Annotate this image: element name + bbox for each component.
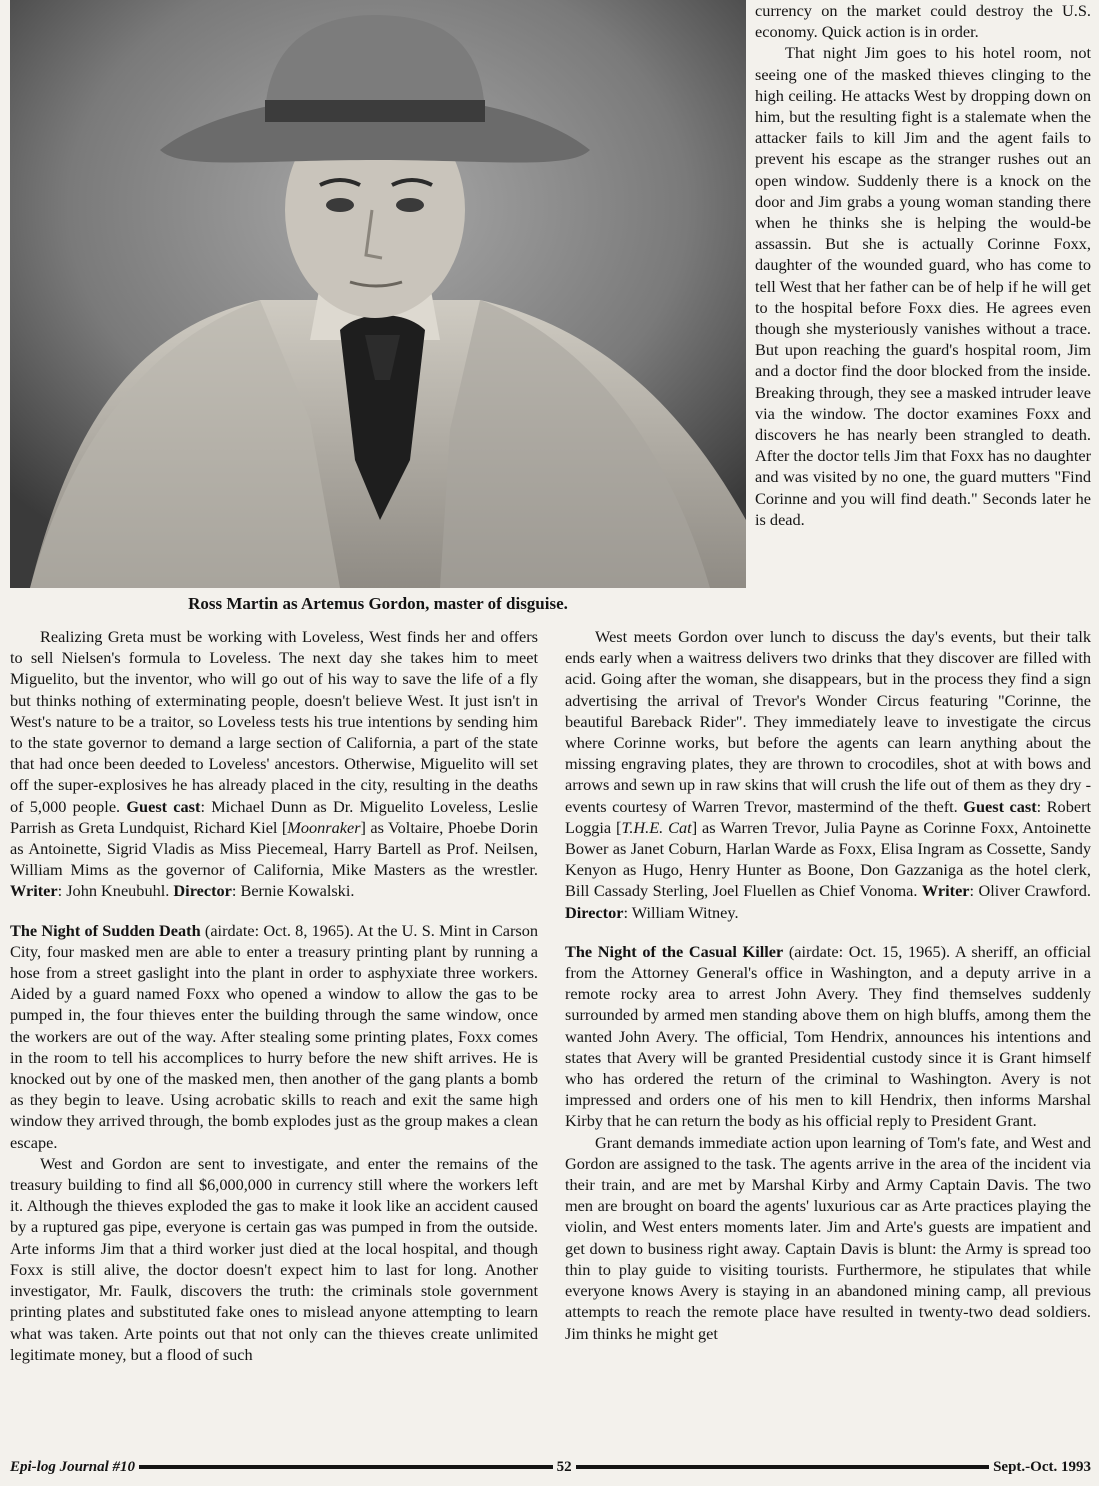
photo-caption: Ross Martin as Artemus Gordon, master of disguise. (188, 594, 568, 613)
portrait-photo (10, 0, 746, 588)
right-column (565, 626, 1091, 1344)
episode-title: The Night of Sudden Death (10, 920, 201, 940)
writer-label: Writer (921, 881, 970, 901)
paragraph: currency on the market could destroy the U.S. economy. Quick action is in order. (755, 1, 1091, 42)
paragraph: That night Jim goes to his hotel room, not seeing one of the masked thieves clinging to the high ceiling. He attacks West by dropping down on him, but the resulting fight is a stalemate when the attacker fails to kill Jim and the agent fails to prevent his escape as the stranger rushes out an open window. Suddenly there is a knock on the door and Jim grabs a young woman standing there when he thinks she is helping the would-be assassin. But she is actually Corinne Foxx, daughter of the wounded guard, who has come to tell West that her father can be of help if he will get to the hospital before Foxx dies. He agrees even though she mysteriously vanishes without a trace. But upon reaching the guard's hospital room, Jim and a doctor find the door blocked from the inside. Breaking through, they see a masked intruder leave via the window. The doctor examines Foxx and discovers he has nearly been strangled to death. After the doctor tells Jim that Foxx has no daughter and was visited by no one, the guard mutters "Find Corinne and you will find death." Seconds later he is dead. (755, 43, 1091, 529)
portrait-illustration (10, 0, 746, 588)
paragraph: Realizing Greta must be working with Loveless, West finds her and offers to sell Nielsen's formula to Loveless. The next day she takes him to meet Miguelito, but the inventor, who will go out of his way to save the life of a fly but thinks nothing of exterminating people, doesn't believe West. It just isn't in West's nature to be a traitor, so Loveless tests his true intentions by sending him to the state governor to demand a large section of California, a part of the state that had once been deeded to Loveless' ancestors. Otherwise, Miguelito will set off the super-explosives he has already placed in the city, resulting in the deaths of 5,000 people. Guest cast: Michael Dunn as Dr. Miguelito Loveless, Leslie Parrish as Greta Lundquist, Richard Kiel [Moonraker] as Voltaire, Phoebe Dorin as Antoinette, Sigrid Vladis as Miss Piecemeal, Harry Bartell as Prof. Neilsen, William Mims as the governor of California, Mike Masters as the wrestler. Writer: John Kneubuhl. Director: Bernie Kowalski. (10, 627, 539, 901)
left-column (10, 626, 538, 1365)
episode-title: The Night of the Casual Killer (565, 941, 784, 961)
paragraph: Grant demands immediate action upon learning of Tom's fate, and West and Gordon are assigned to the task. The agents arrive in the area of the incident via their train, and are met by Marshal Kirby and Army Captain Davis. The two men are brought on board the agents' luxurious car as Arte practices playing the violin, and West enters moments later. Jim and Arte's guests are impatient and get down to business right away. Captain Davis is blunt: the Army is spread too thin to play guide to visiting tourists. Furthermore, he stipulates that while everyone knows Avery is staying in an abandoned mining camp, all previous attempts to reach the remote place have resulted in twenty-two dead soldiers. Jim thinks he might get (565, 1132, 1091, 1343)
director-label: Director (173, 881, 232, 901)
paragraph: West meets Gordon over lunch to discuss the day's events, but their talk ends early when a waitress delivers two drinks that they discover are filled with acid. Going after the woman, she disappears, but in the process they find a sign advertising the arrival of Trevor's Wonder Circus featuring "Corinne, the beautiful Bareback Rider". They immediately leave to investigate the circus where Corinne works, but before the agents can learn anything about the missing engraving plates, they are thrown to crocodiles, shot at with bows and arrows and sewn up in raw skins that will crush the life out of them as they dry - events courtesy of Warren Trevor, mastermind of the theft. Guest cast: Robert Loggia [T.H.E. Cat] as Warren Trevor, Julia Payne as Corinne Foxx, Antoinette Bower as Janet Coburn, Harlan Warde as Foxx, Elisa Ingram as Cossette, Sandy Kenyon as Hugo, Henry Hunter as Boone, Don Gazzaniga as the hotel clerk, Bill Cassady Sterling, Joel Fluellen as Chief Vonoma. Writer: Oliver Crawford. Director: William Witney. (565, 627, 1092, 922)
footer-rule (139, 1465, 553, 1469)
guest-cast-label: Guest cast (963, 796, 1037, 816)
paragraph: West and Gordon are sent to investigate, and enter the remains of the treasury building to find all $6,000,000 in currency still where the workers left it. Although the thieves exploded the gas to make it look like an accident caused by a ruptured gas pipe, everyone is certain gas was pumped in from the outside. Arte informs Jim that a third worker just died at the local hospital, and though Foxx is still alive, the doctor doesn't expect him to last for long. Another investigator, Mr. Faulk, discovers the truth: the criminals stole government printing plates and substituted fake ones to mislead anyone attempting to learn what was taken. Arte points out that not only can the thieves create unlimited legitimate money, but a flood of such (10, 1153, 538, 1364)
page-footer (10, 1456, 1091, 1478)
paragraph: The Night of Sudden Death (airdate: Oct. 8, 1965). At the U. S. Mint in Carson City, four masked men are able to enter a treasury printing plant by running a hose from a street gaslight into the plant in order to asphyxiate three workers. Aided by a guard named Foxx who opened a window to allow the gas to be pumped in, the four thieves enter the building through the same window, once the workers are out of the way. After stealing some printing plates, Foxx comes in the room to tell his accomplices to hurry before the new shift arrives. He is knocked out by one of the masked men, then another of the gang plants a bomb as they begin to leave. Using acrobatic skills to reach and exit the same high window they arrived through, the bomb explodes just as the group makes a clean escape. (10, 920, 538, 1152)
show-title: T.H.E. Cat (621, 817, 692, 837)
page-number: 52 (556, 1458, 572, 1475)
director-label: Director (565, 902, 624, 922)
issue-date: Sept.-Oct. 1993 (993, 1458, 1091, 1475)
guest-cast-label: Guest cast (126, 796, 201, 816)
writer-label: Writer (10, 881, 58, 901)
film-title: Moonraker (287, 817, 361, 837)
footer-rule (576, 1465, 990, 1469)
top-right-column (755, 0, 1091, 530)
journal-name: Epi-log Journal #10 (10, 1458, 136, 1475)
paragraph: The Night of the Casual Killer (airdate: Oct. 15, 1965). A sheriff, an official from the Attorney General's office in Washington, and a deputy arrive in a remote rocky area to arrest John Avery. They find themselves suddenly surrounded by armed men standing above them on high bluffs, among them the wanted John Avery. The official, Tom Hendrix, announces his intentions and states that Avery will be granted Presidential custody since it is Grant himself who has ordered the return of the criminal to Washington. Avery is not impressed and orders one of his men to kill Hendrix, then informs Marshal Kirby that he can return the body as his official reply to President Grant. (565, 941, 1092, 1131)
